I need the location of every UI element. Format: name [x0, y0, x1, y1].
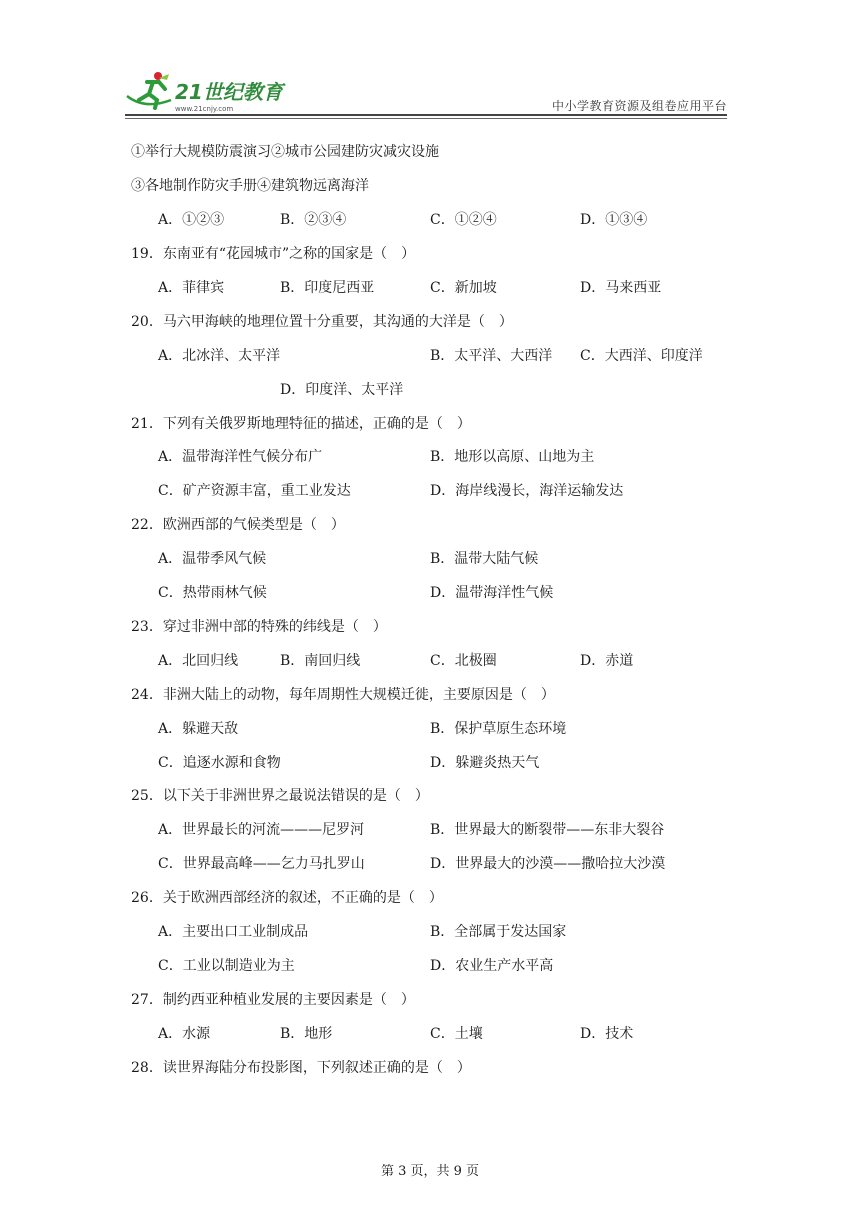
svg-text:21世纪教育: 21世纪教育 — [175, 80, 283, 104]
option: D．躲避炎热天气 — [430, 754, 540, 771]
option: B．全部属于发达国家 — [430, 924, 567, 940]
option: A．躲避天敌 — [158, 720, 239, 737]
header-rule-thin — [125, 118, 727, 119]
option: D．印度洋、太平洋 — [280, 381, 404, 398]
question-stem: 26．关于欧洲西部经济的叙述，不正确的是（ ） — [131, 890, 443, 907]
question-stem: 21．下列有关俄罗斯地理特征的描述，正确的是（ ） — [131, 415, 471, 432]
question-stem: 22．欧洲西部的气候类型是（ ） — [131, 517, 345, 534]
option: A．北回归线 — [158, 652, 239, 669]
option: D．技术 — [580, 1025, 634, 1042]
logo — [125, 70, 295, 115]
option: B．温带大陆气候 — [430, 551, 539, 568]
option: C．工业以制造业为主 — [158, 957, 295, 974]
option: C．热带雨林气候 — [158, 585, 267, 601]
option: D．海岸线漫长，海洋运输发达 — [430, 483, 624, 500]
platform-name: 中小学教育资源及组卷应用平台 — [551, 99, 727, 113]
page-footer: 第 3 页，共 9 页 — [380, 1164, 480, 1179]
question-stem: 20．马六甲海峡的地理位置十分重要，其沟通的大洋是（ ） — [131, 313, 513, 330]
page-header — [125, 70, 727, 115]
option: B．南回归线 — [280, 652, 361, 669]
option: C．追逐水源和食物 — [158, 754, 281, 771]
option: D．温带海洋性气候 — [430, 585, 554, 601]
option: A．温带季风气候 — [158, 551, 267, 568]
option: C．大西洋、印度洋 — [580, 347, 703, 364]
question-stem: 23．穿过非洲中部的特殊的纬线是（ ） — [131, 618, 387, 635]
option: D．①③④ — [580, 212, 648, 228]
option: C．北极圈 — [430, 652, 497, 669]
header-rule-thick — [125, 114, 727, 116]
option: A．北冰洋、太平洋 — [158, 347, 281, 364]
option: A．温带海洋性气候分布广 — [158, 449, 323, 466]
option: B．印度尼西亚 — [280, 279, 375, 296]
option: C．①②④ — [430, 212, 497, 228]
option: A．世界最长的河流———尼罗河 — [158, 822, 365, 839]
option: B．保护草原生态环境 — [430, 720, 567, 737]
option: C．新加坡 — [430, 279, 497, 296]
option: A．主要出口工业制成品 — [158, 924, 309, 940]
runner-logo-icon — [125, 70, 295, 115]
option: D．农业生产水平高 — [430, 957, 554, 974]
option: A．水源 — [158, 1025, 211, 1042]
intro-line: ①举行大规模防震演习②城市公园建防灾减灾设施 — [131, 144, 439, 160]
intro-line: ③各地制作防灾手册④建筑物远离海洋 — [131, 178, 369, 194]
question-stem: 27．制约西亚种植业发展的主要因素是（ ） — [131, 991, 415, 1008]
question-stem: 28．读世界海陆分布投影图，下列叙述正确的是（ ） — [131, 1059, 471, 1076]
option: D．世界最大的沙漠——撒哈拉大沙漠 — [430, 856, 666, 873]
option: B．②③④ — [280, 212, 347, 228]
option: D．赤道 — [580, 652, 634, 669]
question-stem: 25．以下关于非洲世界之最说法错误的是（ ） — [131, 788, 429, 805]
option: B．地形以高原、山地为主 — [430, 449, 595, 466]
question-stem: 24．非洲大陆上的动物，每年周期性大规模迁徙，主要原因是（ ） — [131, 686, 555, 703]
option: B．太平洋、大西洋 — [430, 347, 553, 364]
option: B．世界最大的断裂带——东非大裂谷 — [430, 822, 665, 839]
option: D．马来西亚 — [580, 279, 662, 296]
option: A．菲律宾 — [158, 279, 225, 296]
option: A．①②③ — [158, 212, 225, 228]
option: B．地形 — [280, 1025, 333, 1042]
question-stem: 19．东南亚有“花园城市”之称的国家是（ ） — [131, 246, 416, 262]
svg-text:www.21cnjy.com: www.21cnjy.com — [175, 105, 234, 113]
option: C．土壤 — [430, 1025, 483, 1042]
option: C．矿产资源丰富，重工业发达 — [158, 483, 351, 500]
option: C．世界最高峰——乞力马扎罗山 — [158, 856, 365, 873]
